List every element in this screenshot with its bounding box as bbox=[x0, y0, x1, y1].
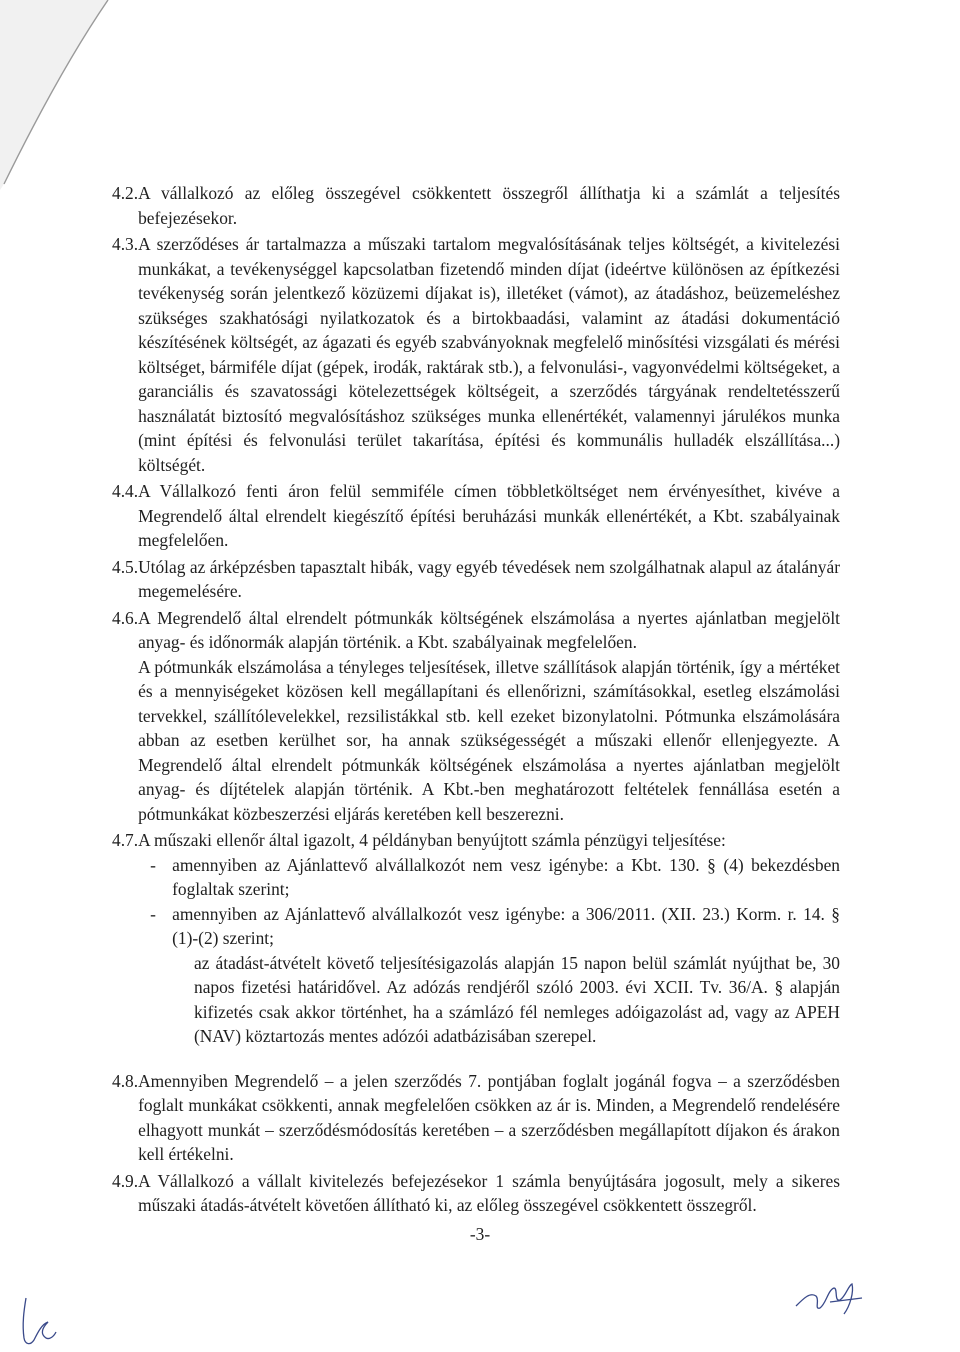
dash-bullet: - bbox=[150, 903, 156, 924]
list-item-text: amennyiben az Ajánlattevő alvállalkozót nem vesz igénybe: a Kbt. 130. § (4) bekezdésben foglaltak szerint; bbox=[172, 854, 840, 899]
section-4-2 bbox=[112, 181, 840, 230]
section-text: A szerződéses ár tartalmazza a műszaki tartalom megvalósításának teljes költségét, a kivitelezési munkákat, a tevékenységgel kapcsolatban fizetendő minden díjat (ideértve különösen az építkezési tevékenység során jelentkező közüzemi díjakat is), illetéket (vámot), az átadáshoz, beüzemeléshez szükséges szakhatósági nyilatkozatok és a birtokbaadási, valamint az átadási dokumentáció készítésének költségét, az ágazati és egyéb szabványoknak megfelelő minősítési vizsgálati és mérési költséget, bármiféle díjat (gépek, irodák, raktárak stb.), a felvonulási-, vagyonvédelmi költségeket, a garanciális és szavatossági kötelezettségek költségeit, a szerződés tárgyának rendeltetésszerű használatát biztosító megvalósításhoz szükséges munka ellenértékét, valamennyi járulékos munka (mint építési és felvonulási terület takarítása, építési és kommunális hulladék elszállítása...) költségét. bbox=[138, 234, 840, 475]
section-text: Utólag az árképzésben tapasztalt hibák, vagy egyéb tévedések nem szolgálhatnak alapul az átalányár megemelésére. bbox=[138, 556, 840, 601]
initials-signature-left bbox=[12, 1294, 60, 1350]
section-text: A Vállalkozó fenti áron felül semmiféle címen többletköltséget nem érvényesíthet, kivéve a Megrendelő által elrendelt kiegészítő építési beruházási munkák ellenértékét, a Kbt. szabályainak megfelelően. bbox=[138, 481, 840, 550]
list-item-text: amennyiben az Ajánlattevő alvállalkozót vesz igénybe: a 306/2011. (XII. 23.) Korm. r. 14. § (1)-(2) szerint; bbox=[172, 903, 840, 948]
section-4-8 bbox=[112, 1069, 840, 1167]
list-item bbox=[150, 853, 840, 902]
section-text: A Vállalkozó a vállalt kivitelezés befejezésekor 1 számla benyújtására jogosult, mely a sikeres műszaki átadás-átvételt követően állítható ki, az előleg összegével csökkentett összegről. bbox=[138, 1170, 840, 1215]
section-number: 4.2. bbox=[112, 183, 139, 203]
section-4-4 bbox=[112, 479, 840, 553]
section-text: A pótmunkák elszámolása a tényleges teljesítések, illetve szállítások alapján történik, így a mértéket és a mennyiségeket közösen kell megállapítani és ellenőrizni, számításokkal, esetleg elszámolási tervekkel, szállítólevelekkel, rezsilistákkal stb. kell ezeket bizonylatolni. Pótmunka elszámolására abban az esetben kerülhet sor, ha annak szükségességét a műszaki ellenőr ellenjegyezte. A Megrendelő által elrendelt pótmunkák költségének elszámolása a nyertes ajánlatban megjelölt anyag- és díjtételek alapján történik. A Kbt.-ben meghatározott feltételek fennállása esetén a pótmunkákat közbeszerzési eljárás keretében kell beszerezni. bbox=[138, 656, 840, 824]
section-number: 4.7. bbox=[112, 830, 139, 850]
dash-bullet: - bbox=[150, 854, 156, 875]
list-item bbox=[150, 902, 840, 951]
payment-note: az átadást-átvételt követő teljesítésigazolás alapján 15 napon belül számlát nyújthat be, 30 napos fizetési határidővel. Az adózás rendjéről szóló 2003. évi XCII. Tv. 36/A. § alapján kifizetés csak akkor történhet, ha a számlázó fél nemleges adóigazolást ad, vagy az APEH (NAV) köztartozás mentes adózói adatbázisában szerepel. bbox=[194, 952, 840, 1046]
section-text: A műszaki ellenőr által igazolt, 4 példányban benyújtott számla pénzügyi teljesítése: bbox=[138, 830, 726, 850]
section-number: 4.6. bbox=[112, 607, 139, 628]
section-text: Amennyiben Megrendelő – a jelen szerződés 7. pontjában foglalt jogánál fogva – a szerződésben foglalt munkákat csökkenti, annak megfelelően csökken az ár is. Minden, a Megrendelő rendelésére elhagyott munkát – szerződésmódosítás keretében – a szerződésben megállapított díjakon és árakon kell értékelni. bbox=[138, 1070, 840, 1164]
document-page bbox=[112, 181, 840, 1218]
section-4-9 bbox=[112, 1169, 840, 1218]
section-number: 4.3. bbox=[112, 234, 139, 254]
section-4-3 bbox=[112, 232, 840, 477]
section-text: A Megrendelő által elrendelt pótmunkák költségének elszámolása a nyertes ajánlatban megjelölt anyag- és időnormák alapján történik. a Kbt. szabályainak megfelelően. bbox=[138, 607, 840, 652]
section-number: 4.9. bbox=[112, 1170, 139, 1191]
section-4-6 bbox=[112, 606, 840, 827]
section-number: 4.5. bbox=[112, 556, 139, 577]
section-text: A vállalkozó az előleg összegével csökkentett összegről állíthatja ki a számlát a teljesítés befejezésekor. bbox=[138, 183, 840, 228]
section-4-5 bbox=[112, 555, 840, 604]
section-number: 4.8. bbox=[112, 1070, 139, 1091]
initials-signature-right bbox=[790, 1276, 870, 1320]
section-4-7 bbox=[112, 828, 840, 951]
section-number: 4.4. bbox=[112, 481, 139, 501]
page-number: -3- bbox=[469, 1224, 491, 1244]
scan-fold-shadow bbox=[0, 0, 120, 190]
